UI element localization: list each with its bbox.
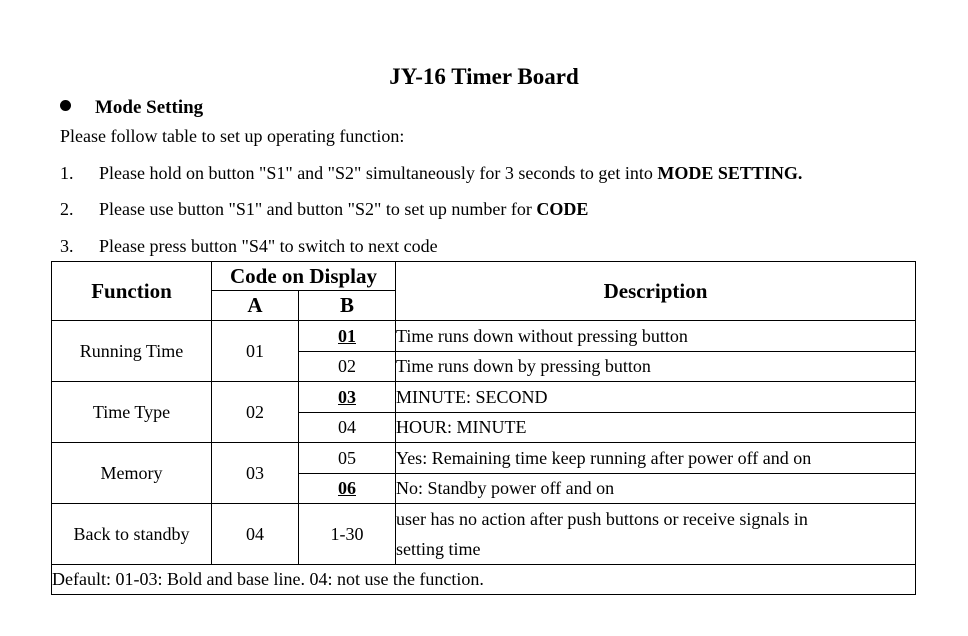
code-b-cell: 06 — [299, 474, 396, 504]
step-3 — [60, 236, 438, 257]
function-cell: Running Time — [52, 321, 212, 382]
code-a-cell: 04 — [212, 504, 299, 565]
code-a-cell: 03 — [212, 443, 299, 504]
table-row — [52, 321, 916, 352]
function-cell: Back to standby — [52, 504, 212, 565]
step-2 — [60, 199, 588, 220]
code-b-cell: 02 — [299, 352, 396, 382]
code-b-cell: 03 — [299, 382, 396, 413]
description-cell: Time runs down by pressing button — [396, 352, 916, 382]
description-cell: No: Standby power off and on — [396, 474, 916, 504]
table-row — [52, 382, 916, 413]
description-cell: MINUTE: SECOND — [396, 382, 916, 413]
section-heading — [60, 97, 203, 119]
description-line: setting time — [396, 539, 481, 559]
table-row — [52, 504, 916, 565]
code-b-cell: 05 — [299, 443, 396, 474]
table-row — [52, 443, 916, 474]
intro-text: Please follow table to set up operating function: — [60, 126, 405, 146]
description-line: user has no action after push buttons or receive signals in — [396, 509, 808, 529]
step-number: 3. — [60, 236, 74, 256]
table-footer-row — [52, 565, 916, 595]
step-bold-text: CODE — [536, 199, 589, 219]
code-a-cell: 02 — [212, 382, 299, 443]
code-a-cell: 01 — [212, 321, 299, 382]
section-heading-text: Mode Setting — [95, 97, 204, 118]
function-cell: Memory — [52, 443, 212, 504]
header-code-on-display: Code on Display — [212, 262, 396, 291]
code-b-cell: 01 — [299, 321, 396, 352]
step-bold-text: MODE SETTING. — [657, 163, 803, 183]
mode-setting-table — [51, 261, 916, 595]
description-cell: HOUR: MINUTE — [396, 413, 916, 443]
step-1 — [60, 163, 802, 184]
step-number: 1. — [60, 163, 74, 183]
header-b: B — [299, 291, 396, 321]
step-text: Please use button "S1" and button "S2" to set up number for — [99, 199, 537, 219]
code-b-cell: 1-30 — [299, 504, 396, 565]
header-a: A — [212, 291, 299, 321]
header-description: Description — [396, 262, 916, 321]
step-text: Please press button "S4" to switch to next code — [99, 236, 438, 256]
code-b-cell: 04 — [299, 413, 396, 443]
page-title: JY-16 Timer Board — [389, 64, 579, 89]
table-footer-note: Default: 01-03: Bold and base line. 04: not use the function. — [52, 565, 916, 595]
description-cell — [396, 504, 916, 565]
description-cell: Yes: Remaining time keep running after power off and on — [396, 443, 916, 474]
step-number: 2. — [60, 199, 74, 219]
step-text: Please hold on button "S1" and "S2" simultaneously for 3 seconds to get into — [99, 163, 658, 183]
description-cell: Time runs down without pressing button — [396, 321, 916, 352]
function-cell: Time Type — [52, 382, 212, 443]
header-function: Function — [52, 262, 212, 321]
bullet-dot-icon — [60, 100, 71, 111]
